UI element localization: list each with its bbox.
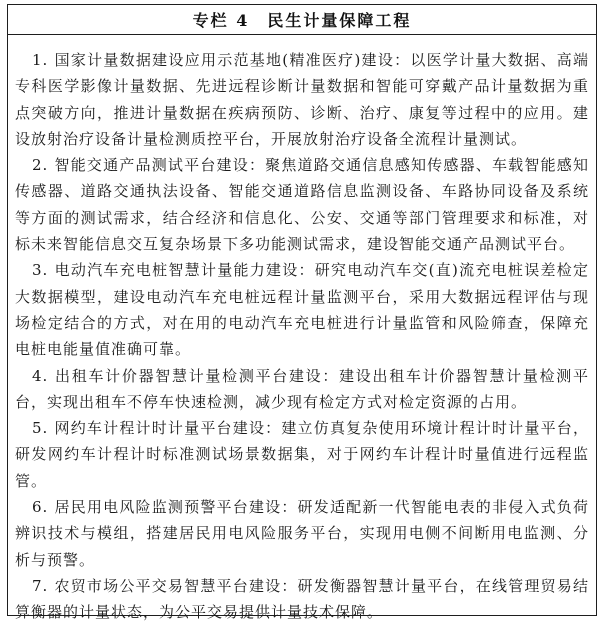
paragraph-text: 智能交通产品测试平台建设：聚焦道路交通信息感知传感器、车载智能感知传感器、道路交通执法设备、智能交通道路信息监测设备、车路协同设备及系统等方面的测试需求，结合经济和信息化、公安、交通等部门管理要求和标准，对标未来智能信息交互复杂场景下多功能测试需求，建设智能交通产品测试平台。: [15, 156, 589, 254]
panel-body: [8, 35, 596, 623]
sidebar-box-project-panel: [7, 4, 597, 622]
paragraph-item-1: [15, 47, 589, 152]
panel-header: [8, 5, 596, 35]
paragraph-item-7: [15, 573, 589, 623]
paragraph-number: 6.: [32, 498, 49, 517]
paragraph-number: 7.: [32, 576, 49, 595]
paragraph-number: 4.: [32, 366, 49, 385]
paragraph-number: 3.: [32, 261, 49, 280]
panel-title: 专栏 4 民生计量保障工程: [192, 11, 412, 30]
paragraph-text: 出租车计价器智慧计量检测平台建设：建设出租车计价器智慧计量检测平台，实现出租车不停车快速检测，减少现有检定方式对检定资源的占用。: [15, 366, 589, 411]
paragraph-number: 2.: [32, 156, 49, 175]
paragraph-item-3: [15, 257, 589, 362]
paragraph-item-2: [15, 152, 589, 257]
paragraph-text: 网约车计程计时计量平台建设：建立仿真复杂使用环境计程计时计量平台，研发网约车计程计时标准测试场景数据集，对于网约车计程计时量值进行远程监管。: [15, 419, 589, 490]
paragraph-text: 农贸市场公平交易智慧平台建设：研发衡器智慧计量平台，在线管理贸易结算衡器的计量状态，为公平交易提供计量技术保障。: [15, 576, 589, 622]
paragraph-item-4: [15, 363, 589, 416]
paragraph-item-5: [15, 415, 589, 494]
paragraph-number: 5.: [32, 419, 49, 438]
paragraph-text: 电动汽车充电桩智慧计量能力建设：研究电动汽车交(直)流充电桩误差检定大数据模型，建设电动汽车充电桩远程计量监测平台，采用大数据远程评估与现场检定结合的方式，对在用的电动汽车充电桩进行计量监管和风险筛查，保障充电桩电能量值准确可靠。: [15, 261, 589, 359]
paragraph-text: 国家计量数据建设应用示范基地(精准医疗)建设：以医学计量大数据、高端专科医学影像计量数据、先进远程诊断计量数据和智能可穿戴产品计量数据为重点突破方向，推进计量数据在疾病预防、诊断、治疗、康复等过程中的应用。建设放射治疗设备计量检测质控平台，开展放射治疗设备全流程计量测试。: [15, 51, 589, 148]
paragraph-text: 居民用电风险监测预警平台建设：研发适配新一代智能电表的非侵入式负荷辨识技术与模组，搭建居民用电风险服务平台，实现用电侧不间断用电监测、分析与预警。: [15, 498, 589, 569]
paragraph-number: 1.: [32, 51, 49, 69]
paragraph-item-6: [15, 494, 589, 573]
